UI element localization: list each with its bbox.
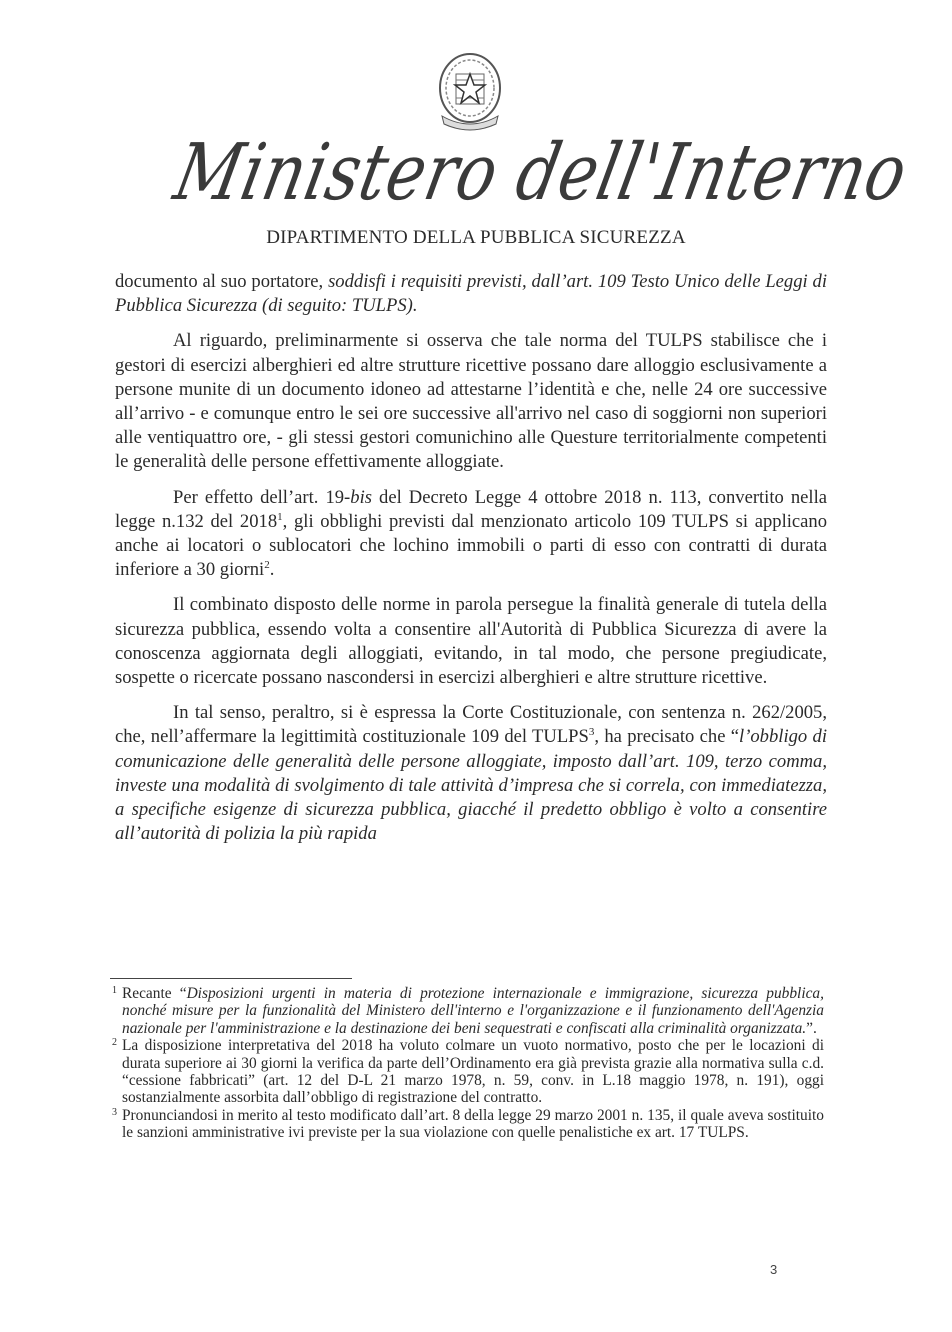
text: In tal senso, peraltro, si è espressa la Corte Costituzionale, con sentenza n. 262/2005, che, nell’affermare la legittimità costituzionale 109 del TULPS xyxy=(115,702,827,748)
footnote-number: 2 xyxy=(112,1037,117,1049)
footnotes xyxy=(112,985,824,1142)
page-number: 3 xyxy=(770,1262,778,1277)
footnote xyxy=(112,985,824,1037)
text: del Decreto Legge 4 ottobre 2018 n. 113, convertito nella legge n.132 del 2018 xyxy=(115,486,828,532)
quote-text: l’obbligo di comunicazione delle generalità delle persone alloggiate, imposto dall’art. 109, terzo comma, investe una modalità di svolgimento di tale attività d’impresa che si correla, con immediatezza, a specifiche esigenze di sicurezza pubblica, giacché il predetto obbligo è volto a consentire all’autorità di polizia la più rapida xyxy=(115,726,827,845)
italian-republic-emblem-icon xyxy=(432,50,508,136)
footnote-ref[interactable]: 2 xyxy=(264,559,270,572)
text: . xyxy=(269,559,275,581)
paragraph xyxy=(115,270,827,318)
footnote-separator xyxy=(110,978,352,979)
footnote-number: 1 xyxy=(112,985,117,996)
footnote xyxy=(112,1107,824,1142)
text: , ha precisato che “ xyxy=(594,726,740,748)
text: La disposizione interpretativa del 2018 ha voluto colmare un vuoto normativo, posto che per le locazioni di durata superiore ai 30 giorni la verifica da parte dell’Ordinamento era già prevista grazie alla normativa sulla c.d. “cessione fabbricati” (art. 12 del D-L 21 marzo 1978, n. 59, conv. in L.18 maggio 1978, n. 191), oggi sostanzialmente assorbita dall’obbligo di registrazione del contratto. xyxy=(122,1037,824,1107)
text: Per effetto dell’art. 19- xyxy=(173,486,351,508)
paragraph: Al riguardo, preliminarmente si osserva che tale norma del TULPS stabilisce che i gestori di esercizi alberghieri ed altre strutture ricettive possano dare alloggio esclusivamente a persone munite di un documento idoneo ad attestarne l’identità e che, nelle 24 ore successive all’arrivo - e comunque entro le sei ore successive all'arrivo nel caso di soggiorni non superiori alle ventiquattro ore, - gli stessi gestori comunichino alle Questure territorialmente competenti le generalità delle persone effettivamente alloggiate. xyxy=(115,330,827,473)
italic-text: Disposizioni urgenti in materia di protezione internazionale e immigrazione, sicurezza pubblica, nonché misure per la funzionalità del Ministero dell'interno e l'organizzazione e il funzionamento dell'Agenzia nazionale per l'amministrazione e la destinazione dei beni sequestrati e confiscati alla criminalità organizzata. xyxy=(122,985,824,1037)
text: , gli obblighi previsti dal menzionato articolo 109 TULPS si applicano anche ai locatori o sublocatori che lochino immobili o parti di esso con contratti di durata inferiore a 30 giorni xyxy=(115,510,827,581)
department-name: DIPARTIMENTO DELLA PUBBLICA SICUREZZA xyxy=(266,227,686,248)
paragraph xyxy=(115,701,827,846)
footnote-ref[interactable]: 1 xyxy=(277,510,283,523)
text: ”. xyxy=(806,1019,817,1037)
footnote-number: 3 xyxy=(112,1106,117,1118)
footnote xyxy=(112,1037,824,1107)
text: Pronunciandosi in merito al testo modificato dall’art. 8 della legge 29 marzo 2001 n. 135, il quale aveva sostituito le sanzioni amministrative ivi previste per la sua violazione con quelle penalistiche ex art. 17 TULPS. xyxy=(122,1106,824,1142)
footnote-ref[interactable]: 3 xyxy=(588,726,595,739)
ministry-title: Ministero dell'Interno xyxy=(167,128,915,218)
paragraph xyxy=(115,486,827,583)
text: Recante “ xyxy=(122,985,187,1002)
document-body xyxy=(115,270,827,857)
italic-text: bis xyxy=(350,486,372,508)
italic-text: soddisfi i requisiti previsti, dall’art. 109 Testo Unico delle Leggi di Pubblica Sicurezza (di seguito: TULPS). xyxy=(115,271,827,317)
paragraph: Il combinato disposto delle norme in parola persegue la finalità generale di tutela della sicurezza pubblica, essendo volta a consentire all'Autorità di Pubblica Sicurezza di avere la conoscenza aggiornata degli alloggiati, evitando, in tal modo, che persone pregiudicate, sospette o ricercate possano nascondersi in esercizi alberghieri e altre strutture ricettive. xyxy=(115,594,827,689)
text: documento al suo portatore, xyxy=(115,271,329,292)
